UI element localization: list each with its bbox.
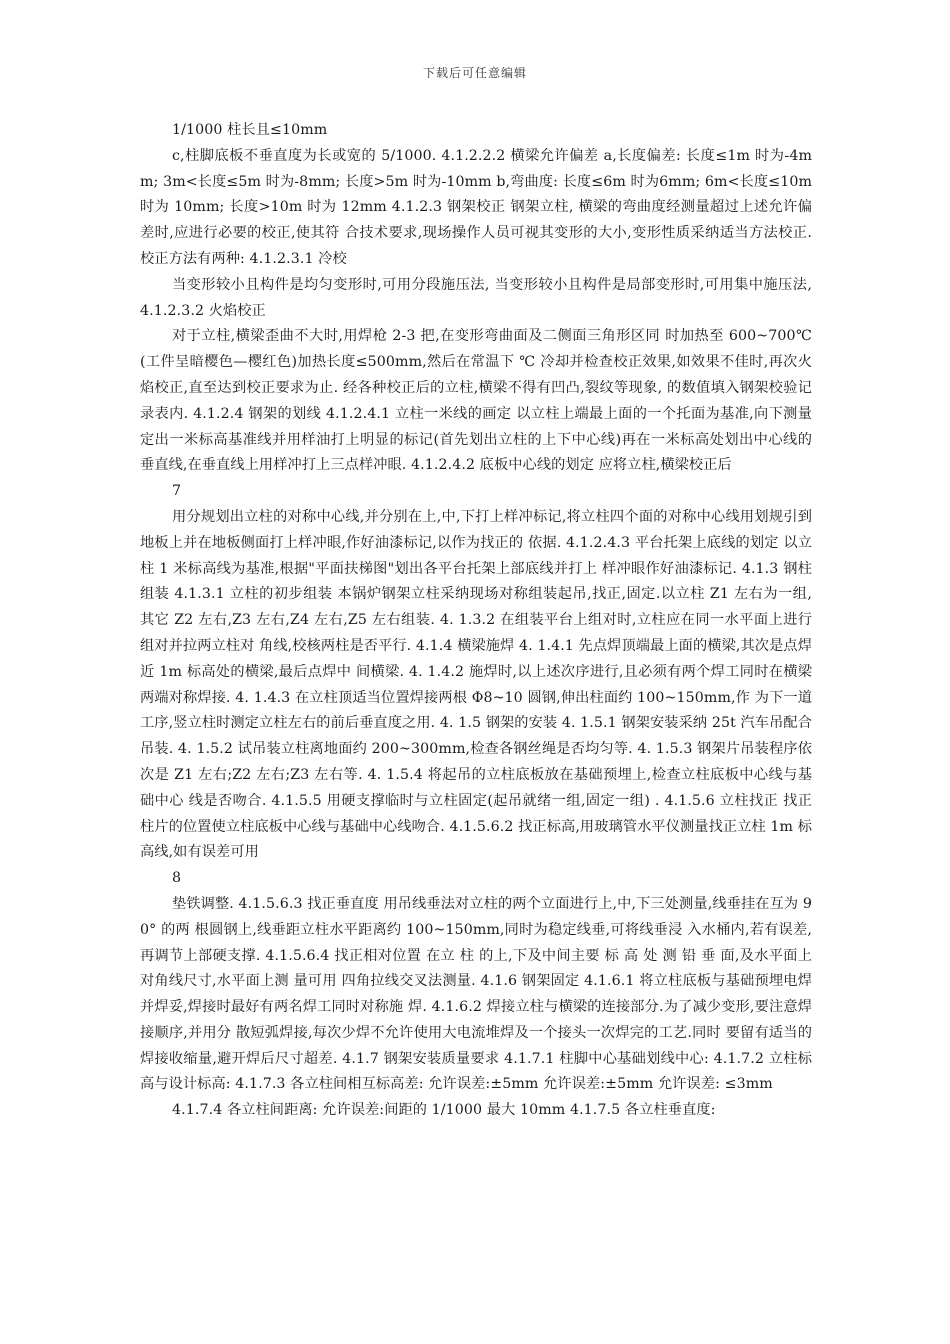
paragraph-4: 对于立柱,横梁歪曲不大时,用焊枪 2-3 把,在变形弯曲面及二侧面三角形区同 时加热至 600~700℃(工件呈暗樱色—樱红色)加热长度≤500mm,然后在常温下 ℃ 冷却并检查校正效果,如效果不佳时,再次火焰校正,直至达到校正要求为止. 经各种校正后的立柱,横梁不得有凹凸,裂纹等现象, 的数值填入钢架校验记录表内. 4.1.2.4 钢架的划线 4.1.2.4.1 立柱一米线的画定 以立柱上端最上面的一个托面为基准,向下测量定出一米标高基准线并用样油打上明显的标记(首先划出立柱的上下中心线)再在一米标高处划出中心线的 垂直线,在垂直线上用样冲打上三点样冲眼. 4.1.2.4.2 底板中心线的划定 应将立柱,横梁校正后 <box>140 328 812 474</box>
paragraph-2: c,柱脚底板不垂直度为长或宽的 5/1000. 4.1.2.2.2 横梁允许偏差 a,长度偏差: 长度≤1m 时为-4mm; 3m<长度≤5m 时为-8mm; 长度>5m 时为-10mm b,弯曲度: 长度≤6m 时为6mm; 6m<长度≤10m 时为 10mm; 长度>10m 时为 12mm 4.1.2.3 钢架校正 钢架立柱, 横梁的弯曲度经测量超过上述允许偏差时,应进行必要的校正,使其符 合技术要求,现场操作人员可视其变形的大小,变形性质采纳适当方法校正. 校正方法有两种: 4.1.2.3.1 冷校 <box>140 147 812 267</box>
paragraph-6: 垫铁调整. 4.1.5.6.3 找正垂直度 用吊线垂法对立柱的两个立面进行上,中,下三处测量,线垂挂在互为 90° 的两 根圆钢上,线垂距立柱水平距离约 100~150mm,同时为稳定线垂,可将线垂浸 入水桶内,若有误差,再调节上部硬支撑. 4.1.5.6.4 找正相对位置 在立 柱 的上,下及中间主要 标 高 处 测 铅 垂 面,及水平面上对角线尺寸,水平面上测 量可用 四角拉线交叉法测量. 4.1.6 钢架固定 4.1.6.1 将立柱底板与基础预埋电焊并焊妥,焊接时最好有两名焊工同时对称施 焊. 4.1.6.2 焊接立柱与横梁的连接部分.为了减少变形,要注意焊接顺序,并用分 散短弧焊接,每次少焊不允许使用大电流堆焊及一个接头一次焊完的工艺.同时 要留有适当的焊接收缩量,避开焊后尺寸超差. 4.1.7 钢架安装质量要求 4.1.7.1 柱脚中心基础划线中心: 4.1.7.2 立柱标高与设计标高: 4.1.7.3 各立柱间相互标高差: 允许误差:±5mm 允许误差:±5mm 允许误差: ≤3mm <box>140 895 812 1093</box>
page-header-note: 下载后可任意编辑 <box>422 66 527 80</box>
paragraph-5: 用分规划出立柱的对称中心线,并分别在上,中,下打上样冲标记,将立柱四个面的对称中心线用划规引到地板上并在地板侧面打上样冲眼,作好油漆标记,以作为找正的 依据. 4.1.2.4.3 平台托架上底线的划定 以立柱 1 米标高线为基准,根据"平面扶梯图"划出各平台托架上部底线并打上 样冲眼作好油漆标记. 4.1.3 钢柱组装 4.1.3.1 立柱的初步组装 本锅炉钢架立柱采纳现场对称组装起吊,找正,固定.以立柱 Z1 左右为一组, 其它 Z2 左右,Z3 左右,Z4 左右,Z5 左右组装. 4. 1.3.2 在组装平台上组对时,立柱应在同一水平面上进行组对并拉两立柱对 角线,校核两柱是否平行. 4.1.4 横梁施焊 4. 1.4.1 先点焊顶端最上面的横梁,其次是点焊近 1m 标高处的横梁,最后点焊中 间横梁. 4. 1.4.2 施焊时,以上述次序进行,且必须有两个焊工同时在横梁两端对称焊接. 4. 1.4.3 在立柱顶适当位置焊接两根 Φ8~10 圆钢,伸出柱面约 100~150mm,作 为下一道工序,竖立柱时测定立柱左右的前后垂直度之用. 4. 1.5 钢架的安装 4. 1.5.1 钢架安装采纳 25t 汽车吊配合吊装. 4. 1.5.2 试吊装立柱离地面约 200~300mm,检查各钢丝绳是否均匀等. 4. 1.5.3 钢架片吊装程序依次是 Z1 左右;Z2 左右;Z3 左右等. 4. 1.5.4 将起吊的立柱底板放在基础预埋上,检查立柱底板中心线与基础中心 线是否吻合. 4.1.5.5 用硬支撑临时与立柱固定(起吊就绪一组,固定一组) . 4.1.5.6 立柱找正 找正柱片的位置使立柱底板中心线与基础中心线吻合. 4.1.5.6.2 找正标高,用玻璃管水平仪测量找正立柱 1m 标高线,如有误差可用 <box>140 508 812 861</box>
document-body <box>140 118 812 1124</box>
paragraph-1: 1/1000 柱长且≤10mm <box>172 122 328 138</box>
paragraph-7: 4.1.7.4 各立柱间距离: 允许误差:间距的 1/1000 最大 10mm 4.1.7.5 各立柱垂直度: <box>172 1102 716 1119</box>
page-number-7: 7 <box>172 483 182 500</box>
page-number-8: 8 <box>172 870 182 887</box>
paragraph-3: 当变形较小且构件是均匀变形时,可用分段施压法, 当变形较小且构件是局部变形时,可用集中施压法, 4.1.2.3.2 火焰校正 <box>140 276 812 319</box>
